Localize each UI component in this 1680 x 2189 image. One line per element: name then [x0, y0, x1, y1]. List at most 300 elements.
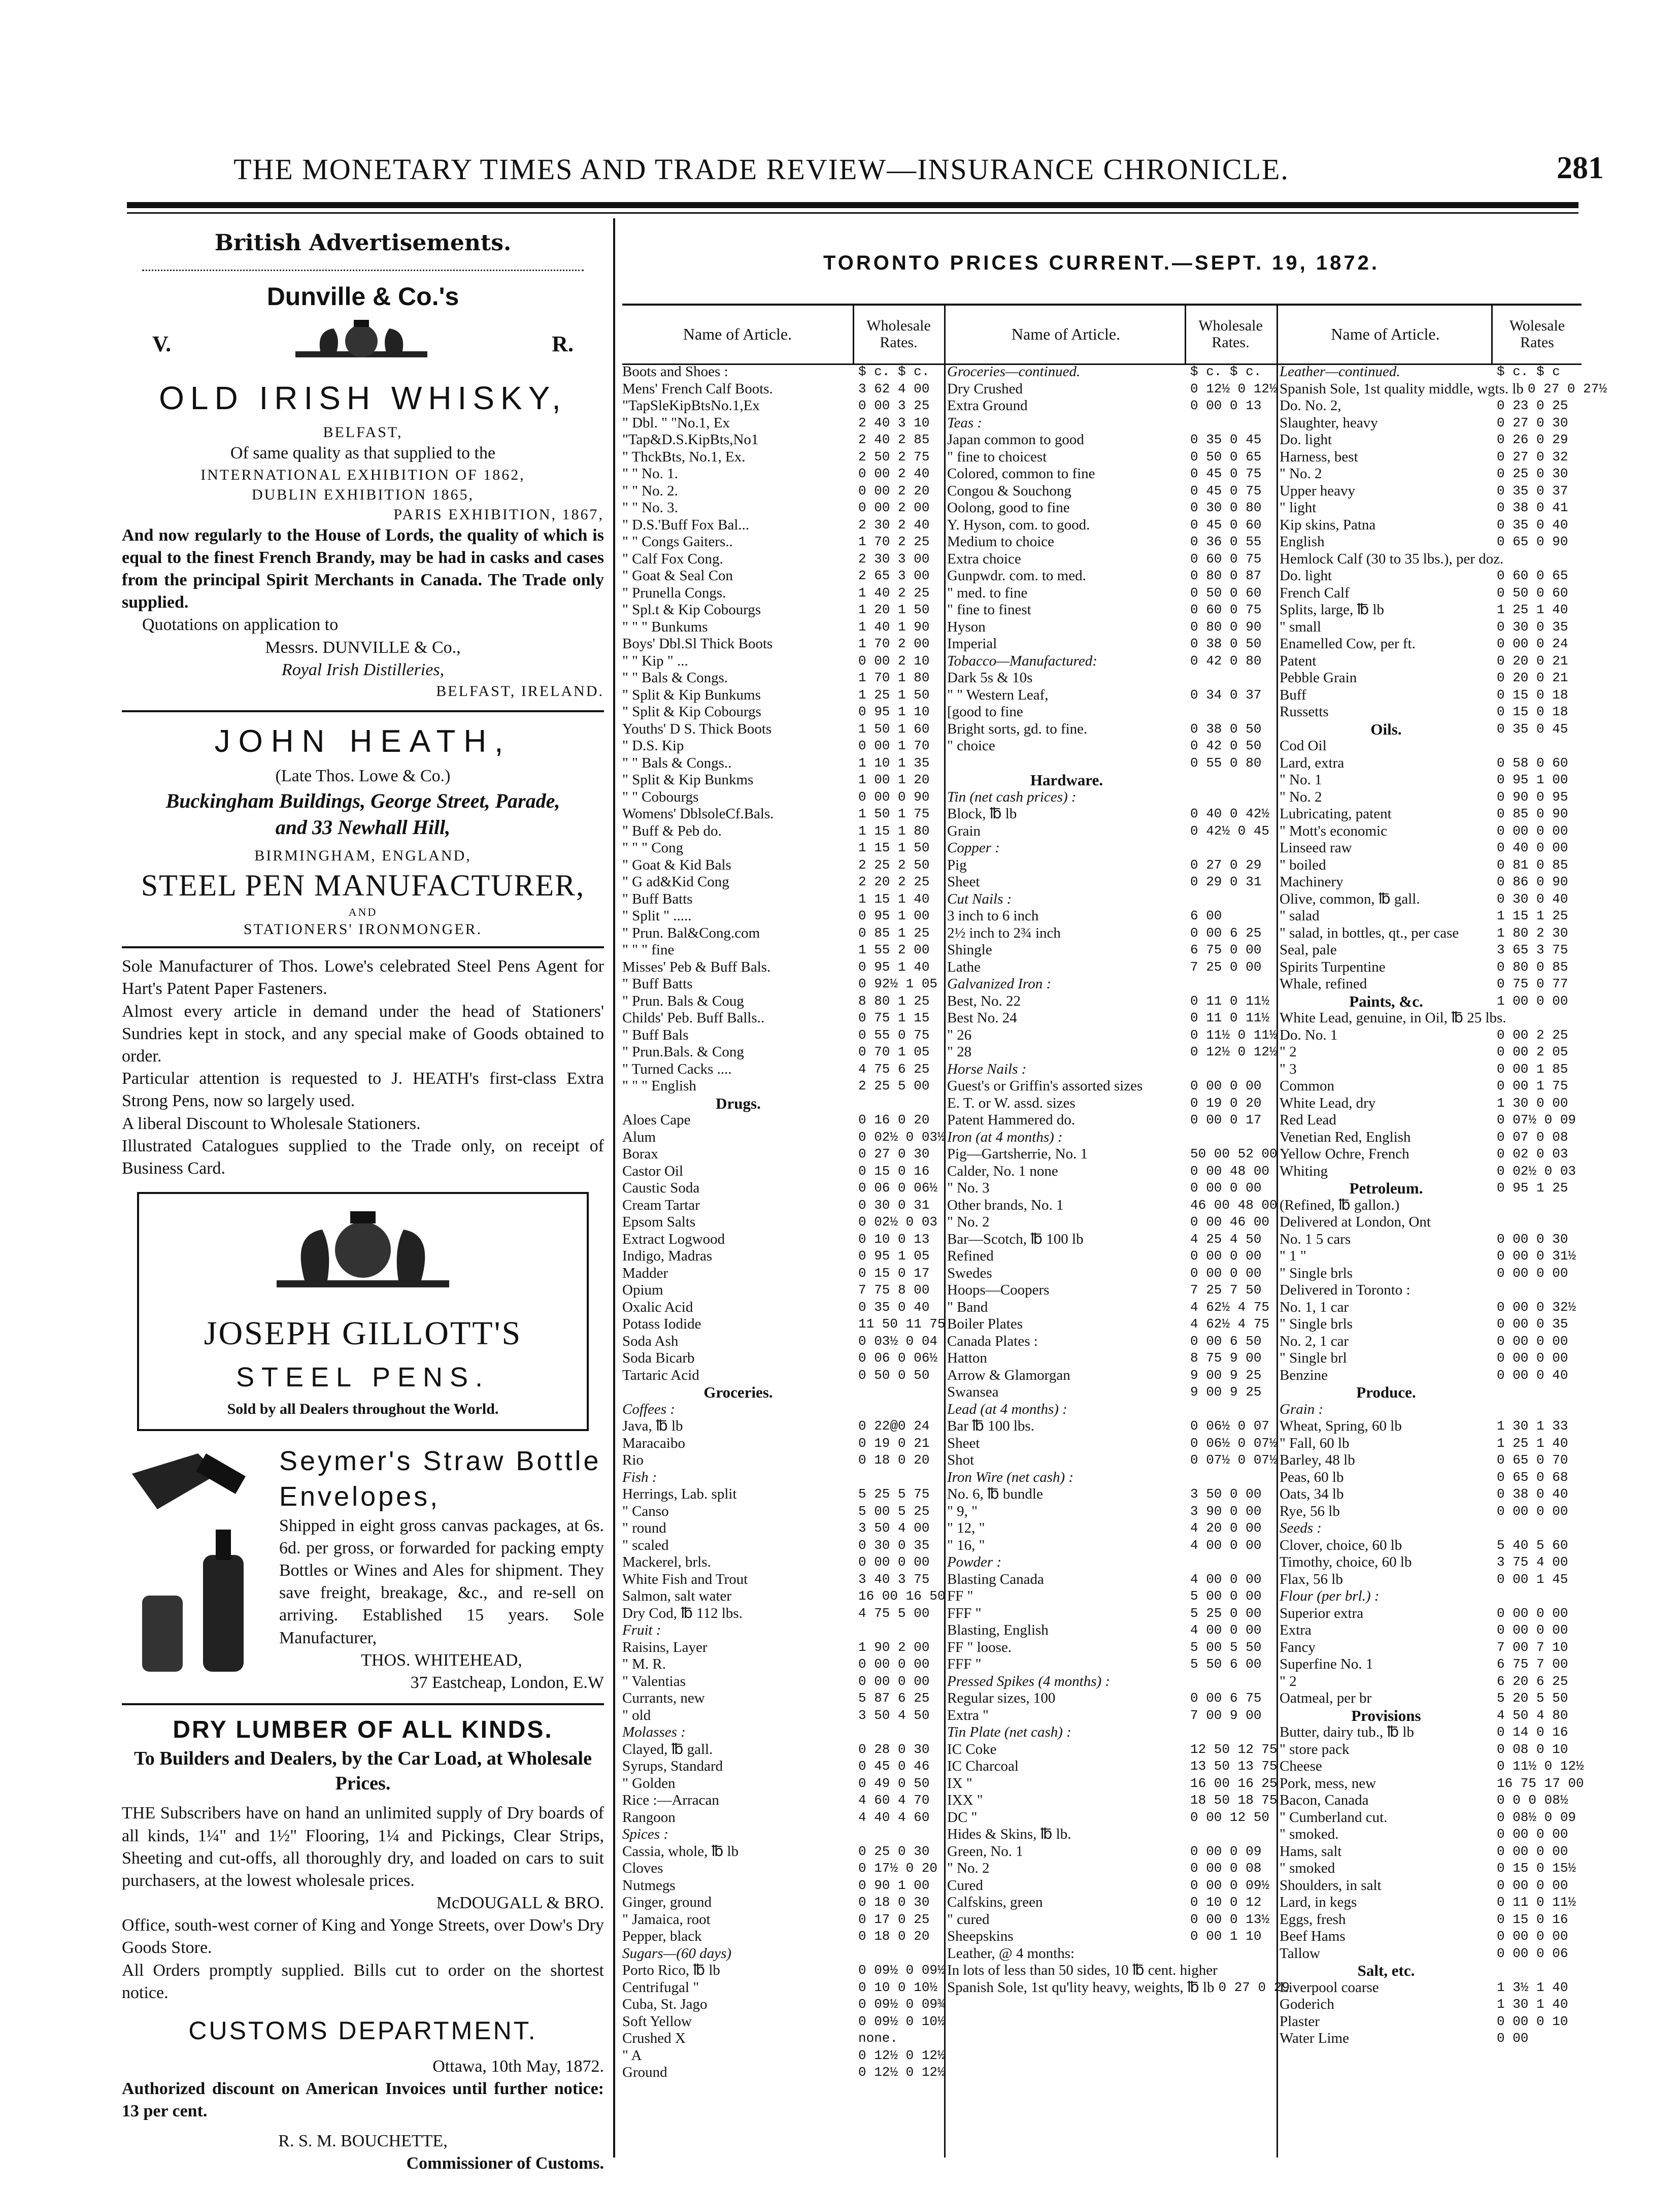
price-row: [622, 1911, 943, 1929]
price-row: [622, 1146, 943, 1163]
wholesale-rate: [854, 1724, 943, 1741]
article-name: Venetian Red, English: [1280, 1129, 1411, 1145]
wholesale-rate: 7 25 7 50: [1190, 1282, 1262, 1298]
price-row: [947, 1758, 1278, 1775]
divider: [122, 946, 604, 948]
article-name: " Split & Kip Cobourgs: [622, 704, 761, 720]
wholesale-rate: [1186, 1945, 1275, 1963]
article-name: Potass Iodide: [622, 1316, 701, 1332]
price-row: [947, 687, 1275, 704]
wholesale-rate: 1 90 2 00: [858, 1639, 930, 1655]
price-row: [947, 1962, 1275, 1979]
article-name: Cured: [947, 1877, 983, 1894]
price-row: [1280, 1656, 1582, 1673]
prices-column-3: [1280, 305, 1607, 2158]
price-row: [947, 755, 1275, 772]
price-row: [1280, 1775, 1582, 1793]
seymer-address: 37 Eastcheap, London, E.W: [410, 1673, 604, 1692]
article-name: Lard, in kegs: [1280, 1894, 1357, 1910]
price-row: [947, 891, 1275, 908]
wholesale-rate: 0 02 0 03: [1497, 1146, 1568, 1162]
article-name: Slaughter, heavy: [1280, 414, 1378, 431]
price-row: [1280, 840, 1582, 857]
price-row: [622, 1469, 943, 1486]
wholesale-rate: 6 75 7 00: [1497, 1656, 1568, 1672]
article-name: Sheet: [947, 1435, 980, 1451]
wholesale-rate: 4 20 0 00: [1190, 1520, 1262, 1536]
article-name: Benzine: [1280, 1367, 1328, 1383]
wholesale-rate: 0 08 0 10: [1497, 1741, 1568, 1757]
wholesale-rate: 0 06½ 0 07½: [1190, 1435, 1278, 1451]
wholesale-rate: 5 00 5 25: [858, 1503, 930, 1519]
wholesale-rate: [1186, 415, 1275, 432]
price-row: [1280, 1248, 1582, 1265]
article-name: Indigo, Madras: [622, 1248, 713, 1264]
dunville-exhibition-2: DUBLIN EXHIBITION 1865,: [251, 486, 475, 503]
article-name: Pepper, black: [622, 1928, 702, 1944]
wholesale-rate: 0 28 0 30: [858, 1741, 930, 1757]
article-name: Superfine No. 1: [1280, 1656, 1373, 1672]
price-row: [947, 551, 1275, 568]
price-row: [1280, 959, 1582, 976]
article-name: Machinery: [1280, 874, 1343, 890]
article-name: Common: [1280, 1078, 1334, 1094]
article-name: Japan common to good: [947, 432, 1084, 448]
dunville-quality: Of same quality as that supplied to the: [230, 444, 496, 463]
article-name: " Calf Fox Cong.: [622, 550, 723, 567]
wholesale-rate: 0 00 0 40: [1497, 1367, 1568, 1383]
wholesale-rate: 0 92½ 1 05: [858, 976, 938, 991]
wholesale-rate: 0 00 0 30: [1497, 1231, 1568, 1247]
price-row: [622, 585, 943, 602]
wholesale-rate: 0 25 0 30: [1497, 466, 1568, 481]
price-row: [1280, 1095, 1582, 1112]
wholesale-rate: $ c. $ c.: [1190, 364, 1262, 379]
wholesale-rate: 0 27 0 30: [1497, 415, 1568, 430]
price-row: [622, 1282, 943, 1299]
price-row: [622, 1775, 943, 1793]
price-row: [947, 1078, 1275, 1095]
wholesale-rate: 3 75 4 00: [1497, 1554, 1568, 1570]
price-row: [622, 1554, 943, 1571]
wholesale-rate: 1 10 1 35: [858, 755, 930, 771]
heath-trade: STEEL PEN MANUFACTURER,: [141, 868, 585, 902]
article-name: " Prun. Bal&Cong.com: [622, 924, 760, 941]
lumber-ad: [122, 1714, 604, 2004]
wholesale-rate: 0 80 0 90: [1190, 619, 1262, 635]
price-row: [947, 517, 1275, 534]
wholesale-rate: 0 00 0 00: [1497, 823, 1568, 839]
article-name: Dark 5s & 10s: [947, 670, 1033, 686]
wholesale-rate: 0 30 0 35: [1497, 619, 1568, 635]
column-divider: [613, 218, 615, 2158]
price-row: [1280, 1503, 1582, 1520]
price-row: [1280, 1877, 1582, 1895]
article-name: " Mott's economic: [1280, 822, 1387, 839]
article-name: " No. 3: [947, 1180, 990, 1196]
wholesale-rate: 7 00 7 10: [1497, 1639, 1568, 1655]
dunville-body: And now regularly to the House of Lords, the quality of which is equal to the finest French Brandy, may be had in casks and cases from the principal Spirit Merchants in Canada. The Trade only supplied.: [122, 525, 604, 612]
wholesale-rate: 0 35 0 45: [1190, 432, 1262, 447]
article-name: Delivered at London, Ont: [1280, 1214, 1431, 1230]
wholesale-rate: [854, 1622, 943, 1639]
article-name: IC Coke: [947, 1741, 997, 1757]
article-name: " light: [1280, 500, 1317, 516]
wholesale-rate: 3 65 3 75: [1497, 942, 1568, 957]
price-row: [1280, 1282, 1582, 1299]
article-name: Bacon, Canada: [1280, 1792, 1369, 1808]
wholesale-rate: 0 15 0 18: [1497, 687, 1568, 703]
wholesale-rate: 0 03½ 0 04: [858, 1333, 938, 1349]
price-row: [622, 500, 943, 517]
wholesale-rate: 0 85 0 90: [1497, 806, 1568, 821]
wholesale-rate: 0 45 0 75: [1190, 483, 1262, 499]
price-row: [947, 653, 1275, 670]
wholesale-rate: 0 00 0 09: [1190, 1843, 1262, 1859]
article-name: Guest's or Griffin's assorted sizes: [947, 1078, 1143, 1094]
wholesale-rate: 0 95 1 40: [858, 959, 930, 975]
price-row: [947, 738, 1275, 755]
article-name: " Buff Batts: [622, 890, 693, 907]
article-name: Spanish Sole, 1st qu'lity heavy, weights, ℔ lb: [947, 1979, 1215, 1996]
price-row: [1280, 1537, 1582, 1554]
price-rows: [1280, 363, 1607, 2047]
wholesale-rate: [1493, 1282, 1582, 1299]
article-name: Cloves: [622, 1860, 663, 1876]
price-row: [622, 925, 943, 942]
wholesale-rate: [1493, 1384, 1582, 1401]
article-name: Ground: [622, 2064, 667, 2080]
wholesale-rate: 0 23 0 25: [1497, 398, 1568, 413]
wholesale-rate: 1 15 1 25: [1497, 908, 1568, 923]
wholesale-rate: 0 00 0 13: [1190, 398, 1262, 413]
price-row: [947, 1911, 1275, 1929]
wholesale-rate: 5 00 5 50: [1190, 1639, 1262, 1655]
wholesale-rate: 0 85 1 25: [858, 925, 930, 941]
article-name: Fancy: [1280, 1639, 1316, 1655]
price-row: [947, 466, 1275, 483]
column-divider: [1276, 305, 1278, 2158]
article-name: " Spl.t & Kip Cobourgs: [622, 602, 761, 618]
price-row: [622, 517, 943, 534]
wholesale-rate: [1493, 1214, 1582, 1231]
price-row: [1280, 1367, 1582, 1384]
rates-header: Wolesale Rates: [1491, 305, 1582, 363]
wholesale-rate: 0 15 0 17: [858, 1265, 930, 1281]
wholesale-rate: [1186, 1826, 1275, 1843]
column-header: [947, 305, 1275, 363]
gillott-tagline: Sold by all Dealers throughout the World.: [227, 1401, 499, 1418]
article-name: Oxalic Acid: [622, 1299, 693, 1315]
article-name: Grain: [947, 822, 981, 839]
wholesale-rate: 0 30 0 40: [1497, 891, 1568, 907]
wholesale-rate: 0 11 0 11½: [1497, 1895, 1576, 1910]
article-name: Swansea: [947, 1384, 999, 1400]
article-name: " Prunella Congs.: [622, 584, 726, 601]
article-name: No. 6, ℔ bundle: [947, 1486, 1043, 1502]
wholesale-rate: 0 00 0 00: [1190, 1248, 1262, 1264]
wholesale-rate: 2 25 2 50: [858, 857, 930, 873]
wholesale-rate: 5 25 5 75: [858, 1486, 930, 1502]
article-name: " Canso: [622, 1503, 669, 1519]
price-row: [622, 1248, 943, 1265]
article-name: Oils.: [1370, 720, 1402, 738]
price-row: [1280, 1044, 1582, 1061]
price-row: [622, 1503, 943, 1520]
price-row: [947, 1690, 1275, 1707]
wholesale-rate: 13 50 13 75: [1190, 1759, 1278, 1774]
article-name: " Prun. Bals & Coug: [622, 992, 744, 1009]
wholesale-rate: 0 86 0 90: [1497, 874, 1568, 889]
price-row: [622, 1027, 943, 1044]
wholesale-rate: [854, 1384, 943, 1401]
price-row: [947, 1350, 1275, 1367]
wholesale-rate: 0 00: [1497, 2031, 1529, 2046]
article-name: Bright sorts, gd. to fine.: [947, 720, 1088, 737]
wholesale-rate: 0 00 0 00: [1497, 1622, 1568, 1638]
article-name: "Tap&D.S.KipBts,No1: [622, 432, 759, 448]
article-name: " D.S.'Buff Fox Bal...: [622, 516, 750, 533]
article-name: Blasting Canada: [947, 1571, 1044, 1587]
price-row: [1280, 687, 1582, 704]
price-row: [1280, 1197, 1582, 1214]
wholesale-rate: 0 58 0 60: [1497, 755, 1568, 771]
article-name: " Single brl: [1280, 1350, 1347, 1366]
wholesale-rate: 0 19 0 20: [1190, 1095, 1262, 1111]
price-row: [622, 1333, 943, 1350]
wholesale-rate: 0 42 0 50: [1190, 738, 1262, 753]
wholesale-rate: 0 27 0 29: [1218, 1979, 1290, 1995]
article-name: " " " fine: [622, 942, 675, 958]
royal-crest-icon: [285, 316, 438, 372]
price-row: [622, 1707, 943, 1724]
article-name: " 28: [947, 1044, 972, 1060]
article-name: Soda Ash: [622, 1333, 679, 1349]
price-row: [622, 1129, 946, 1146]
price-row: [1280, 619, 1582, 636]
dunville-ad: [122, 280, 604, 701]
price-row: [622, 1758, 943, 1775]
price-row: [622, 619, 943, 636]
wholesale-rate: 0 00 0 00: [858, 1554, 930, 1570]
wholesale-rate: 0 18 0 20: [858, 1929, 930, 1944]
article-name: Flour (per brl.) :: [1280, 1588, 1380, 1604]
wholesale-rate: 0 15 0 18: [1497, 704, 1568, 719]
article-name: Arrow & Glamorgan: [947, 1367, 1070, 1383]
article-name: " Split & Kip Bunkms: [622, 772, 754, 788]
price-row: [1280, 1996, 1582, 2013]
article-name: Java, ℔ lb: [622, 1418, 683, 1434]
article-name: " fine to choicest: [947, 448, 1047, 465]
wholesale-rate: 0 17½ 0 20: [858, 1861, 938, 1876]
wholesale-rate: 1 00 1 20: [858, 772, 930, 787]
article-name: Blasting, English: [947, 1622, 1049, 1638]
wholesale-rate: 2 40 3 10: [858, 415, 930, 430]
article-name: Timothy, choice, 60 lb: [1280, 1554, 1412, 1570]
article-name: Colored, common to fine: [947, 466, 1095, 482]
price-row: [947, 840, 1275, 857]
wholesale-rate: [1493, 1520, 1582, 1537]
article-name: Pressed Spikes (4 months) :: [947, 1673, 1111, 1689]
wholesale-rate: 5 87 6 25: [858, 1690, 930, 1706]
wholesale-rate: 0 30 0 31: [858, 1197, 930, 1213]
article-name: Soda Bicarb: [622, 1350, 695, 1366]
wholesale-rate: 0 06 0 06½: [858, 1180, 938, 1196]
wholesale-rate: 0 15 0 15½: [1497, 1861, 1576, 1876]
article-name: " G ad&Kid Cong: [622, 874, 729, 890]
wholesale-rate: [1186, 1554, 1275, 1571]
article-name: Swedes: [947, 1265, 992, 1281]
article-name: Maracaibo: [622, 1435, 685, 1451]
wholesale-rate: 0 06 0 06½: [858, 1350, 938, 1366]
wholesale-rate: 0 00 0 00: [1190, 1265, 1262, 1281]
article-name: " Single brls: [1280, 1316, 1353, 1332]
wholesale-rate: 9 00 9 25: [1190, 1367, 1262, 1383]
price-row: [622, 551, 943, 568]
article-name: Imperial: [947, 636, 997, 652]
wholesale-rate: 0 00 46 00: [1190, 1214, 1270, 1230]
price-row: [1280, 1078, 1582, 1095]
price-row: [947, 806, 1275, 823]
price-row: [947, 534, 1275, 551]
price-row: [622, 1418, 943, 1435]
article-name: Petroleum.: [1349, 1179, 1423, 1197]
article-name: " Fall, 60 lb: [1280, 1435, 1350, 1451]
wholesale-rate: 0 00 0 00: [1190, 1078, 1262, 1093]
wholesale-rate: 0 00 3 25: [858, 398, 930, 413]
crest-v-letter: V.: [152, 331, 172, 356]
price-row: [622, 1367, 943, 1384]
wholesale-rate: 0 38 0 50: [1190, 636, 1262, 651]
wholesale-rate: 0 50 0 60: [1497, 585, 1568, 601]
wholesale-rate: 1 25 1 40: [1497, 1435, 1568, 1451]
wholesale-rate: [1186, 976, 1275, 993]
wholesale-rate: 0 49 0 50: [858, 1775, 930, 1791]
article-name: Salmon, salt water: [622, 1588, 732, 1604]
price-row: [622, 942, 943, 959]
wholesale-rate: 0 38 0 50: [1190, 721, 1262, 737]
gillott-name: JOSEPH GILLOTT'S: [204, 1315, 522, 1352]
article-name: Whiting: [1280, 1163, 1328, 1179]
price-row: [1280, 1588, 1582, 1605]
wholesale-rate: 0 19 0 21: [858, 1435, 930, 1451]
wholesale-rate: 0 00 0 00: [1497, 1929, 1568, 1944]
price-row: [1280, 1163, 1582, 1180]
price-row: [1280, 534, 1582, 551]
wholesale-rate: 7 75 8 00: [858, 1282, 930, 1298]
price-row: [622, 1979, 943, 1997]
article-name: " fine to finest: [947, 602, 1031, 618]
article-name: Sugars—(60 days): [622, 1945, 732, 1962]
price-row: [1280, 1265, 1582, 1282]
price-row: [947, 1061, 1275, 1078]
article-name: " 2: [1280, 1673, 1297, 1689]
price-row: [947, 874, 1275, 891]
article-name: Cream Tartar: [622, 1197, 700, 1213]
price-row: [947, 1894, 1275, 1911]
article-name: " Jamaica, root: [622, 1911, 711, 1928]
price-row: [1280, 1724, 1582, 1741]
price-row: [1280, 1741, 1582, 1759]
article-name: Goderich: [1280, 1996, 1334, 2012]
price-row: [622, 1656, 943, 1673]
wholesale-rate: 0 95 1 05: [858, 1248, 930, 1264]
article-name: DC ": [947, 1809, 978, 1826]
wholesale-rate: 0 95 1 10: [858, 704, 930, 719]
dunville-exhibition-1: INTERNATIONAL EXHIBITION OF 1862,: [200, 466, 525, 483]
price-row: [947, 1656, 1275, 1673]
price-row: [1280, 755, 1582, 772]
wholesale-rate: 0 09½ 0 10½: [858, 2013, 946, 2029]
article-name: Enamelled Cow, per ft.: [1280, 636, 1416, 652]
article-name: Fish :: [622, 1469, 657, 1485]
price-row: [1280, 1843, 1582, 1861]
wholesale-rate: 0 42 0 80: [1190, 653, 1262, 669]
wholesale-rate: 0 11½ 0 11½: [1190, 1027, 1278, 1043]
wholesale-rate: $ c. $ c: [1497, 364, 1560, 379]
price-row: [1280, 602, 1582, 619]
article-name: " No. 1: [1280, 772, 1322, 788]
price-row: [947, 1537, 1275, 1554]
price-row: [622, 1520, 943, 1537]
article-name: " round: [622, 1520, 666, 1536]
article-name: " " No. 1.: [622, 466, 678, 482]
price-row: [622, 687, 943, 704]
wholesale-rate: [1506, 1010, 1582, 1027]
article-name: Dry Cod, ℔ 112 lbs.: [622, 1605, 743, 1621]
price-row: [947, 993, 1275, 1010]
price-row: [622, 432, 943, 449]
price-row: [622, 1044, 943, 1061]
wholesale-rate: 0 35 0 40: [858, 1299, 930, 1315]
wholesale-rate: 0 07 0 08: [1497, 1129, 1568, 1145]
price-row: [1280, 1758, 1582, 1775]
heath-address-1: Buckingham Buildings, George Street, Parade,: [165, 789, 560, 812]
wholesale-rate: 0 00 12 50: [1190, 1809, 1270, 1825]
header-rule-thin: [127, 212, 1578, 214]
price-row: [1280, 432, 1582, 449]
price-row: [622, 976, 943, 993]
price-row: [947, 1605, 1275, 1622]
wholesale-rate: 0 00 6 50: [1190, 1333, 1262, 1349]
price-row: [947, 363, 1275, 381]
wholesale-rate: [1186, 789, 1275, 806]
article-name: Tallow: [1280, 1945, 1321, 1962]
article-name: Pebble Grain: [1280, 670, 1357, 686]
wholesale-rate: 0 40 0 00: [1497, 840, 1568, 855]
wholesale-rate: 1 15 1 80: [858, 823, 930, 839]
name-header: Name of Article.: [1331, 324, 1440, 343]
price-row: [1280, 483, 1582, 500]
price-row: [1280, 925, 1582, 942]
wholesale-rate: 0 27 0 30: [858, 1146, 930, 1162]
price-row: [947, 449, 1275, 466]
article-name: " Buff Bals: [622, 1026, 689, 1043]
wholesale-rate: 0 00 6 75: [1190, 1690, 1262, 1706]
article-name: Cassia, whole, ℔ lb: [622, 1843, 739, 1860]
price-row: [947, 704, 1275, 721]
dunville-exhibition-3: PARIS EXHIBITION, 1867,: [393, 506, 604, 523]
wholesale-rate: [1186, 840, 1275, 857]
article-name: Rye, 56 lb: [1280, 1503, 1340, 1519]
article-name: Tartaric Acid: [622, 1367, 699, 1383]
wholesale-rate: 1 40 1 90: [858, 619, 930, 635]
article-name: Red Lead: [1280, 1112, 1336, 1128]
price-row: [1280, 1418, 1582, 1435]
wholesale-rate: 1 30 1 33: [1497, 1418, 1568, 1434]
article-name: Nutmegs: [622, 1877, 676, 1894]
price-row: [622, 2013, 946, 2031]
